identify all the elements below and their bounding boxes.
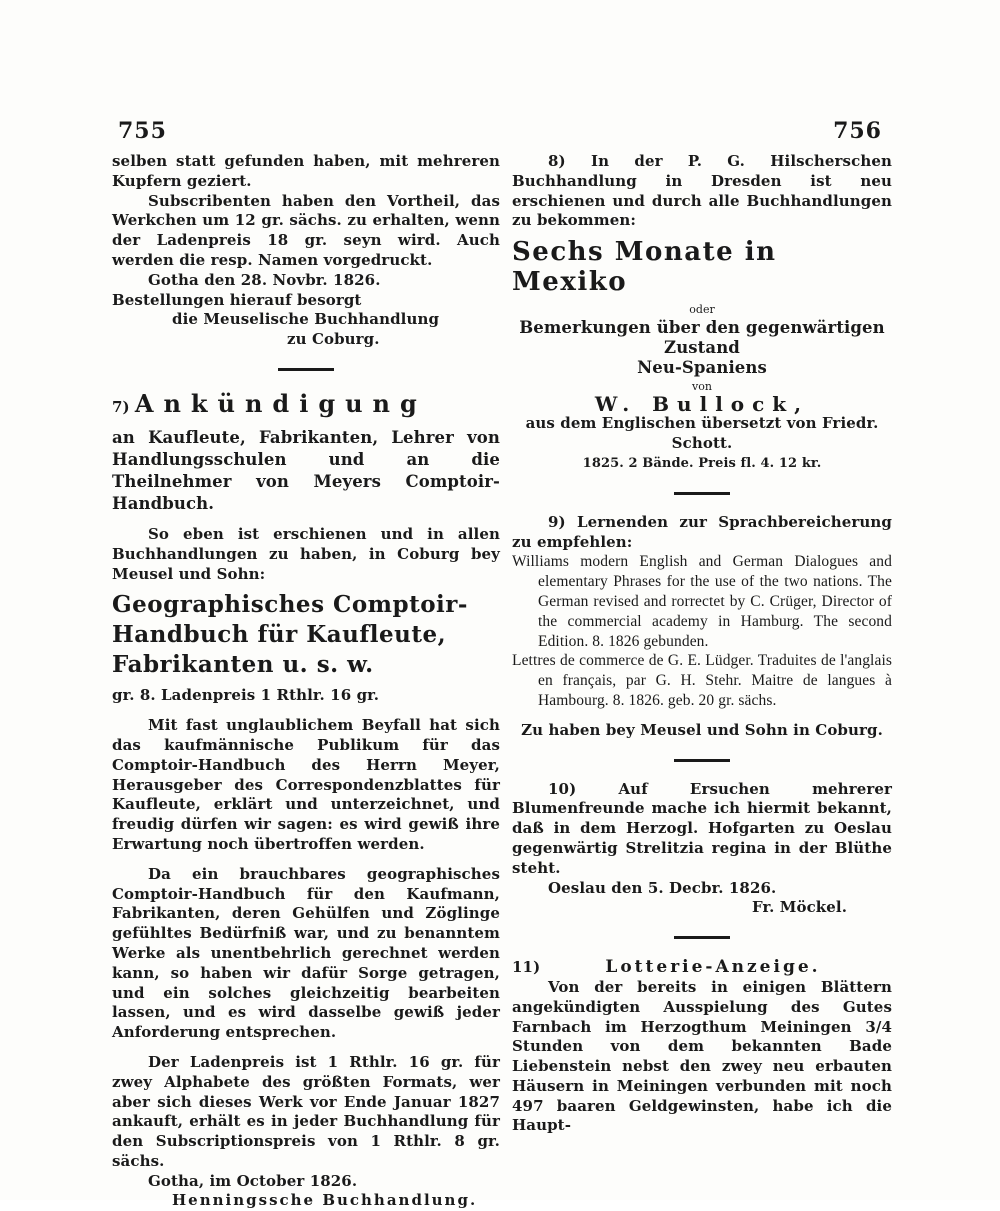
- book-title: Geographisches Comptoir-Handbuch für Kaufleute, Fabrikanten u. s. w.: [112, 591, 468, 679]
- orders-publisher: die Meuselische Buchhandlung: [172, 310, 440, 329]
- left-column: [112, 152, 500, 1211]
- section-divider: [278, 368, 334, 371]
- book-author: W. Bullock,: [594, 391, 810, 416]
- conjunction: oder: [689, 303, 715, 317]
- page-number-left: 755: [118, 118, 167, 144]
- section-divider: [674, 759, 730, 762]
- notice-paragraph: So eben ist erschienen und in allen Buchhandlungen zu haben, in Coburg bey Meusel und Sohn:: [112, 524, 500, 583]
- signature: Fr. Möckel.: [752, 898, 848, 917]
- notice-7-heading: [112, 389, 500, 419]
- notice-title: Ankündigung: [134, 388, 427, 418]
- notice-11-heading: [512, 957, 892, 978]
- notice-paragraph: 8) In der P. G. Hilscherschen Buchhandlung in Dresden ist neu erschienen und durch alle Buchhandlungen zu bekommen:: [512, 152, 892, 230]
- section-divider: [674, 936, 730, 939]
- section-divider: [674, 492, 730, 495]
- notice-paragraph: 10) Auf Ersuchen mehrerer Blumenfreunde mache ich hiermit bekannt, daß in dem Herzogl. Hofgarten zu Oeslau gegenwärtig Strelitzia regina in der Blüthe steht.: [512, 779, 892, 877]
- paragraph-continuation: selben statt gefunden haben, mit mehreren Kupfern geziert.: [112, 152, 500, 190]
- notice-paragraph: 9) Lernenden zur Sprachbereicherung zu empfehlen:: [512, 512, 892, 551]
- conjunction: von: [692, 379, 712, 393]
- book-entry: Williams modern English and German Dialogues and elementary Phrases for the use of the two nations. The German revised and rorrectet by C. Crüger, Director of the commercial academy in Hamburg. The second Edition. 8. 1826 gebunden.: [512, 553, 892, 650]
- right-column: [512, 152, 892, 1136]
- notice-paragraph: Mit fast unglaublichem Beyfall hat sich das kaufmännische Publikum für das Comptoir-Handbuch des Herrn Meyer, Herausgeber des Correspondenzblattes für Kaufleute, erklärt und unterzeichnet, und freudig dürfen wir sagen: es wird gewiß ihre Erwartung noch übertroffen werden.: [112, 716, 500, 853]
- notice-number: 7): [112, 397, 130, 416]
- notice-number: 11): [512, 958, 541, 977]
- notice-paragraph: Von der bereits in einigen Blättern angekündigten Ausspielung des Gutes Farnbach im Herzogthum Meiningen 3/4 Stunden von dem bekannten Bade Liebenstein nebst den zwey neu erbauten Häusern in Meiningen verbunden mit noch 497 baaren Geldgewinsten, habe ich die Haupt-: [512, 977, 892, 1135]
- page-number-right: 756: [833, 118, 882, 144]
- signature: Henningssche Buchhandlung.: [172, 1191, 478, 1210]
- place-date: Gotha, im October 1826.: [148, 1171, 358, 1190]
- book-translator: aus dem Englischen übersetzt von Friedr. Schott.: [525, 414, 879, 453]
- notice-paragraph: Der Ladenpreis ist 1 Rthlr. 16 gr. für zwey Alphabete des größten Formats, wer aber sich dieses Werk vor Ende Januar 1827 ankauft, erhält es in jeder Buchhandlung für den Subscriptionspreis von 1 Rthlr. 8 gr. sächs.: [112, 1052, 500, 1170]
- book-subtitle: Bemerkungen über den gegenwärtigen Zustand: [519, 318, 885, 357]
- book-entry: Lettres de commerce de G. E. Lüdger. Traduites de l'anglais en français, par G. H. Stehr. Maitre de langues à Hambourg. 8. 1826. geb. 20 gr. sächs.: [512, 652, 892, 709]
- orders-place: zu Coburg.: [287, 330, 380, 349]
- place-date: Oeslau den 5. Decbr. 1826.: [548, 878, 777, 897]
- notice-subtitle: an Kaufleute, Fabrikanten, Lehrer von Handlungsschulen und an die Theilnehmer von Meyers Comptoir-Handbuch.: [112, 427, 500, 513]
- notice-title: Lotterie-Anzeige.: [605, 957, 821, 978]
- price-line: gr. 8. Ladenpreis 1 Rthlr. 16 gr.: [112, 686, 380, 705]
- place-date: Gotha den 28. Novbr. 1826.: [148, 270, 381, 289]
- book-price: 1825. 2 Bände. Preis fl. 4. 12 kr.: [582, 455, 822, 471]
- orders-line: Bestellungen hierauf besorgt: [112, 290, 362, 309]
- paragraph-subscribers: Subscribenten haben den Vortheil, das Werkchen um 12 gr. sächs. zu erhalten, wenn der Ladenpreis 18 gr. seyn wird. Auch werden die resp. Namen vorgedruckt.: [112, 191, 500, 269]
- book-title: Sechs Monate in Mexiko: [512, 237, 777, 298]
- notice-paragraph: Da ein brauchbares geographisches Comptoir-Handbuch für den Kaufmann, Fabrikanten, deren Gehülfen und Zöglinge gefühltes Bedürfniß war, und zu benanntem Werke als unentbehrlich gerechnet werden kann, so haben wir dafür Sorge getragen, und ein solches gleichzeitig bearbeiten lassen, und es wird dasselbe gewiß jeder Anforderung entsprechen.: [112, 864, 500, 1042]
- availability-line: Zu haben bey Meusel und Sohn in Coburg.: [521, 720, 883, 739]
- book-subtitle: Neu-Spaniens: [637, 357, 767, 377]
